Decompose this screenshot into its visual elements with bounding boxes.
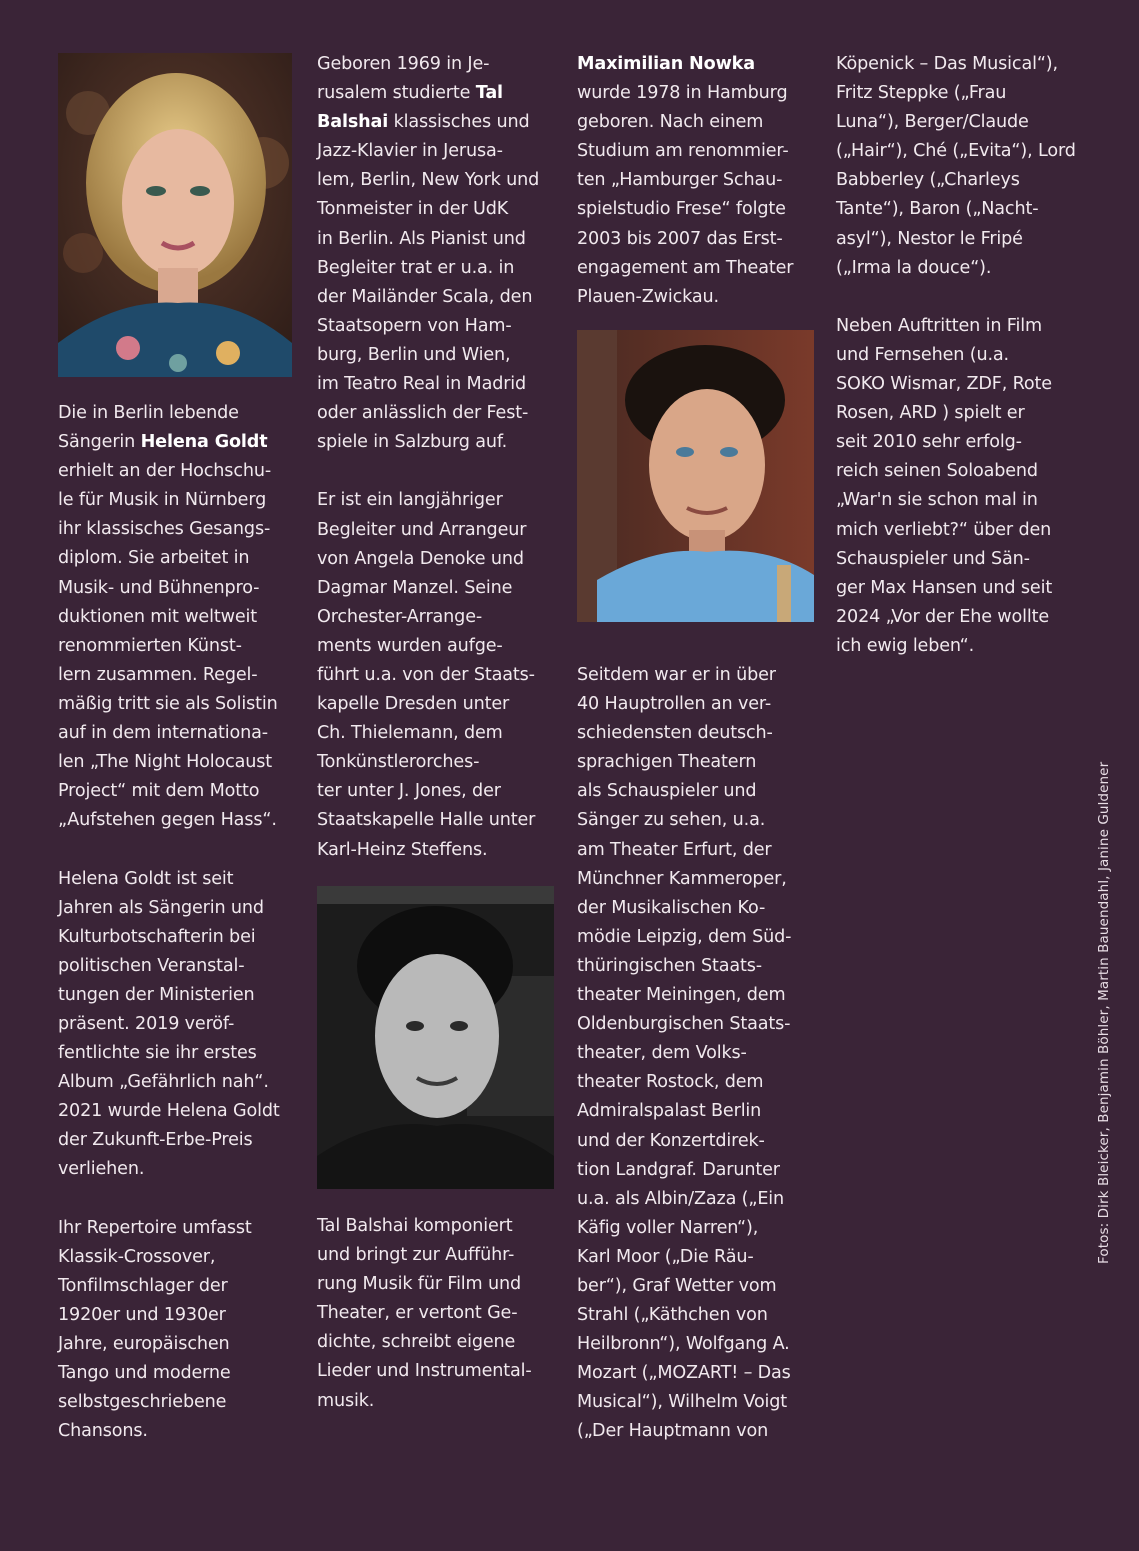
text-line: 2024 „Vor der Ehe wollte [836,606,1050,627]
text-line: schiedensten deutsch- [577,723,773,744]
text-line: selbstgeschriebene [58,1392,227,1413]
text-line: Er ist ein langjähriger [317,490,503,511]
text-line: Studium am renommier- [577,141,789,162]
text-line: Sänger zu sehen, u.a. [577,810,766,831]
text-line: Köpenick – Das Musical“), [836,54,1058,74]
text-line: politischen Veranstal- [58,955,245,976]
text-line: duktionen mit weltweit [58,606,257,627]
text-line [317,108,539,137]
text-line: präsent. 2019 veröf- [58,1013,235,1034]
text-line: seit 2010 sehr erfolg- [836,432,1022,453]
tal-balshai-photo [317,886,554,1189]
text-line: „Aufstehen gegen Hass“. [58,810,277,831]
text-line: Tonkünstlerorches- [317,752,480,773]
text-line: Plauen-Zwickau. [577,286,719,307]
tal-balshai-bio-compositions [317,1212,532,1416]
text-line: theater Rostock, dem [577,1072,764,1093]
text-line: als Schauspieler und [577,781,757,802]
text-line: Luna“), Berger/Claude [836,112,1029,133]
text-line: 1920er und 1930er [58,1304,226,1325]
text-line: rung Musik für Film und [317,1274,521,1295]
text-line: Musik- und Bühnenpro- [58,577,260,598]
text-line: Neben Auftritten in Film [836,315,1042,336]
helena-goldt-photo [58,53,292,377]
column-3 [577,50,793,312]
text-line: Strahl („Käthchen von [577,1305,768,1326]
text-line: tungen der Ministerien [58,984,255,1005]
text-line: Karl Moor („Die Räu- [577,1246,754,1267]
text-line: le für Musik in Nürnberg [58,490,267,511]
bold-name: Balshai [317,112,389,133]
text-line: Tante“), Baron („Nacht- [836,199,1039,220]
photo-credit: Fotos: Dirk Bleicker, Benjamin Böhler, Martin Bauendahl, Janine Guldener [1096,761,1112,1264]
text-line: theater, dem Volks- [577,1043,747,1064]
column-3-lower [577,661,791,1447]
text-line: Begleiter und Arrangeur [317,519,527,540]
text-line: diplom. Sie arbeitet in [58,548,250,569]
text-line: len „The Night Holocaust [58,752,273,773]
text-line: asyl“), Nestor le Fripé [836,228,1023,249]
text-line: lem, Berlin, New York und [317,170,540,191]
text-line: Orchester-Arrange- [317,606,483,627]
text-line: Lieder und Instrumental- [317,1361,532,1382]
text-line: geboren. Nach einem [577,112,764,133]
paragraph-gap [836,283,1076,312]
text-line: der Mailänder Scala, den [317,286,533,307]
text-line: und bringt zur Aufführ- [317,1245,515,1266]
text-line: ber“), Graf Wetter vom [577,1275,777,1296]
text-line: („Der Hauptmann von [577,1421,769,1442]
text-line: auf in dem internationa- [58,723,268,744]
text-line: ter unter J. Jones, der [317,781,501,802]
text-line: Babberley („Charleys [836,170,1020,191]
text-line: ihr klassisches Gesangs- [58,519,271,540]
text-run: rusalem studierte [317,83,476,104]
text-line: Kulturbotschafterin bei [58,926,256,947]
text-line: Album „Gefährlich nah“. [58,1072,269,1093]
column-2-lower [317,1212,532,1416]
text-line: von Angela Denoke und [317,548,524,569]
text-line: mäßig tritt sie als Solistin [58,693,278,714]
text-line: Jazz-Klavier in Jerusa- [317,141,503,162]
text-line: ments wurden aufge- [317,635,503,656]
text-line [317,79,539,108]
maximilian-nowka-roles-cont [836,50,1076,661]
column-2 [317,50,539,865]
text-line: mich verliebt?“ über den [836,519,1052,540]
bold-name: Tal [475,83,503,104]
maximilian-nowka-photo [577,330,814,622]
text-line: Die in Berlin lebende [58,403,239,423]
text-line: Seitdem war er in über [577,665,776,685]
text-line: und der Konzertdirek- [577,1130,765,1151]
text-line: der Zukunft-Erbe-Preis [58,1130,253,1151]
text-line: Begleiter trat er u.a. in [317,257,515,278]
text-line: reich seinen Soloabend [836,461,1038,482]
text-line: Admiralspalast Berlin [577,1101,762,1122]
text-line: Geboren 1969 in Je- [317,54,490,74]
text-line: tion Landgraf. Darunter [577,1159,780,1180]
text-line: Rosen, ARD ) spielt er [836,403,1025,424]
text-line: thüringischen Staats- [577,955,762,976]
text-line: ten „Hamburger Schau- [577,170,783,191]
text-line: musik. [317,1390,375,1411]
text-line: erhielt an der Hochschu- [58,461,272,482]
text-line: Mozart („MOZART! – Das [577,1363,791,1384]
text-line: verliehen. [58,1159,145,1180]
text-line: Staatskapelle Halle unter [317,810,536,831]
text-line: („Hair“), Ché („Evita“), Lord [836,141,1076,162]
text-line: kapelle Dresden unter [317,694,510,715]
text-line: burg, Berlin und Wien, [317,344,511,365]
text-line: Tonmeister in der UdK [317,199,509,220]
text-line: Jahren als Sängerin und [58,897,264,918]
text-line: lern zusammen. Regel- [58,664,258,685]
text-line: 2021 wurde Helena Goldt [58,1101,280,1122]
text-line: ich ewig leben“. [836,635,975,656]
text-line: fentlichte sie ihr erstes [58,1043,257,1064]
text-line: Helena Goldt ist seit [58,868,234,889]
text-line: Chansons. [58,1421,148,1442]
text-line: dichte, schreibt eigene [317,1332,516,1353]
text-line: Schauspieler und Sän- [836,548,1030,569]
text-line: Tal Balshai komponiert [317,1216,513,1236]
text-line: Tonfilmschlager der [58,1275,228,1296]
text-line: („Irma la douce“). [836,257,992,278]
text-line: oder anlässlich der Fest- [317,403,529,424]
text-line: am Theater Erfurt, der [577,839,772,860]
paragraph-gap [317,457,539,486]
maximilian-nowka-roles [577,661,791,1447]
text-line: 40 Hauptrollen an ver- [577,694,772,715]
text-line: Project“ mit dem Motto [58,781,260,802]
text-line: u.a. als Albin/Zaza („Ein [577,1188,785,1209]
bold-name: Maximilian Nowka [577,54,755,74]
text-line: Klassik-Crossover, [58,1246,216,1267]
bold-name: Helena Goldt [140,432,268,453]
text-line: Oldenburgischen Staats- [577,1014,791,1035]
text-line: Fritz Steppke („Frau [836,83,1007,104]
text-line: sprachigen Theatern [577,752,757,773]
text-line: wurde 1978 in Hamburg [577,83,788,104]
text-line [577,50,793,79]
text-line: Staatsopern von Ham- [317,315,512,336]
text-line: SOKO Wismar, ZDF, Rote [836,374,1052,395]
text-line: renommierten Künst- [58,635,242,656]
text-line: spiele in Salzburg auf. [317,432,508,453]
text-line: 2003 bis 2007 das Erst- [577,228,783,249]
text-line: Käfig voller Narren“), [577,1217,759,1238]
text-line: theater Meiningen, dem [577,985,786,1006]
text-line: Karl-Heinz Steffens. [317,839,488,860]
column-4 [836,50,1076,661]
text-line: Münchner Kammeroper, [577,868,787,889]
paragraph-gap [58,1185,280,1214]
text-run: klassisches und [388,112,530,133]
text-line: spielstudio Frese“ folgte [577,199,786,220]
text-line: Musical“), Wilhelm Voigt [577,1392,788,1413]
maximilian-nowka-bio [577,50,793,312]
text-line: mödie Leipzig, dem Süd- [577,926,792,947]
text-line: Jahre, europäischen [58,1334,230,1354]
column-1 [58,399,280,1446]
text-line: Heilbronn“), Wolfgang A. [577,1334,790,1355]
text-line: Theater, er vertont Ge- [317,1303,518,1324]
text-line [58,428,280,457]
text-line: ger Max Hansen und seit [836,577,1053,598]
tal-balshai-bio [317,50,539,865]
text-line: Ihr Repertoire umfasst [58,1217,252,1238]
text-line: „War'n sie schon mal in [836,490,1038,511]
text-line: Ch. Thielemann, dem [317,723,503,744]
text-line: in Berlin. Als Pianist und [317,228,526,249]
text-line: engagement am Theater [577,257,794,278]
paragraph-gap [58,835,280,864]
text-line: im Teatro Real in Madrid [317,374,527,395]
text-line: der Musikalischen Ko- [577,897,766,918]
helena-goldt-bio [58,399,280,1446]
text-line: Dagmar Manzel. Seine [317,577,513,598]
text-line: Tango und moderne [58,1363,231,1384]
text-run: Sängerin [58,432,141,453]
text-line: und Fernsehen (u.a. [836,344,1009,365]
text-line: führt u.a. von der Staats- [317,664,535,685]
